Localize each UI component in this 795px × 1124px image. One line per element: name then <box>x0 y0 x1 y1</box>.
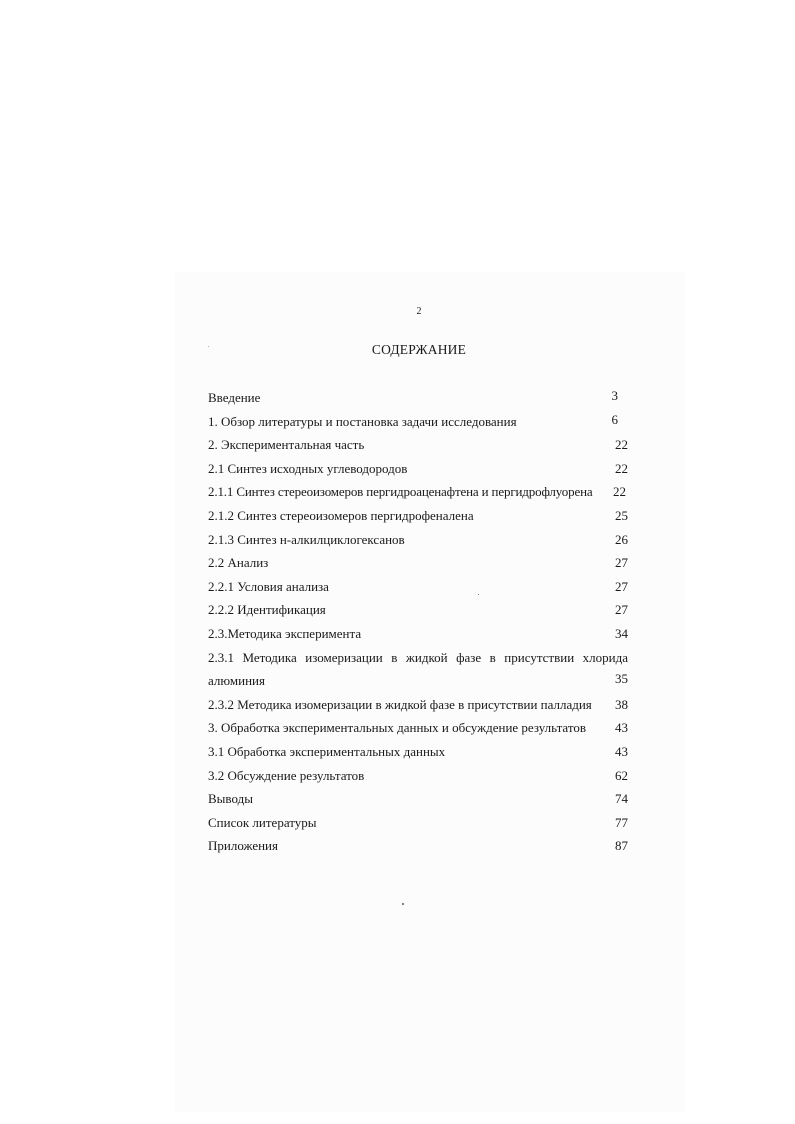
toc-entry-isomerization-palladium[interactable] <box>208 695 628 719</box>
toc-entry-synthesis-phenalene[interactable] <box>208 506 628 530</box>
toc-entry-label: 2.2.1 Условия анализа <box>208 578 329 594</box>
toc-entry-introduction[interactable] <box>208 388 628 412</box>
toc-entry-label: 2.1.2 Синтез стереоизомеров пергидрофеналена <box>208 507 474 523</box>
toc-entry-label: 3.2 Обсуждение результатов <box>208 767 365 783</box>
toc-entry-page: 3 <box>611 388 618 403</box>
toc-entry-label: 3. Обработка экспериментальных данных и обсуждение результатов <box>208 720 586 736</box>
toc-entry-synthesis-alkylcyclohexanes[interactable] <box>208 530 628 554</box>
scan-speck <box>478 594 479 595</box>
toc-entry-page: 22 <box>613 484 626 500</box>
page-title: СОДЕРЖАНИЕ <box>371 342 467 357</box>
toc-entry-appendices[interactable] <box>208 836 628 860</box>
page-number: 2 <box>416 306 422 317</box>
toc-entry-label: 2. Экспериментальная часть <box>208 437 365 453</box>
toc-entry-label: 2.1 Синтез исходных углеводородов <box>208 460 408 476</box>
toc-entry-page: 26 <box>615 531 628 547</box>
toc-entry-discussion[interactable] <box>208 766 628 790</box>
toc-entry-page: 38 <box>615 696 628 712</box>
toc-entry-identification[interactable] <box>208 600 628 624</box>
toc-entry-conclusions[interactable] <box>208 789 628 813</box>
toc-entry-references[interactable] <box>208 813 628 837</box>
toc-entry-page: 27 <box>615 555 628 571</box>
toc-entry-experimental-part[interactable] <box>208 435 628 459</box>
toc-entry-page: 6 <box>611 411 618 427</box>
toc-entry-page: 22 <box>615 437 628 453</box>
toc-entry-page: 43 <box>615 720 628 736</box>
toc-entry-label: 2.1.1 Синтез стереоизомеров пергидроаценафтена и пергидрофлуорена <box>208 484 593 500</box>
toc-entry-synthesis[interactable] <box>208 459 628 483</box>
toc-entry-analysis-conditions[interactable] <box>208 577 628 601</box>
toc-entry-page: 87 <box>615 838 628 854</box>
toc-entry-data-processing[interactable] <box>208 742 628 766</box>
toc-entry-isomerization-aluminium[interactable] <box>208 648 628 695</box>
toc-entry-label: Список литературы <box>208 814 317 830</box>
scan-speck <box>208 346 209 347</box>
toc-entry-label: Выводы <box>208 791 253 807</box>
toc-entry-page: 74 <box>615 791 628 807</box>
toc-entry-page: 34 <box>615 625 628 641</box>
toc-entry-page: 77 <box>615 814 628 830</box>
toc-entry-page: 22 <box>615 460 628 476</box>
toc-entry-page: 27 <box>615 602 628 618</box>
toc-entry-page: 43 <box>615 743 628 759</box>
toc-entry-label: 3.1 Обработка экспериментальных данных <box>208 743 446 759</box>
toc-entry-label: 2.1.3 Синтез н-алкилциклогексанов <box>208 531 405 547</box>
toc-entry-page: 35 <box>615 671 628 687</box>
toc-entry-analysis[interactable] <box>208 553 628 577</box>
toc-entry-synthesis-acenaphthene[interactable] <box>208 482 628 506</box>
toc-entry-label: Введение <box>208 390 261 405</box>
scan-speck <box>402 903 404 905</box>
toc-entry-page: 62 <box>615 767 628 783</box>
toc-entry-label: 2.3.2 Методика изомеризации в жидкой фазе в присутствии палладия <box>208 696 592 712</box>
table-of-contents <box>208 388 628 860</box>
toc-entry-methodology[interactable] <box>208 624 628 648</box>
toc-entry-page: 27 <box>615 578 628 594</box>
toc-entry-label: 2.3.1 Методика изомеризации в жидкой фазе в присутствии хлорида алюминия <box>208 649 628 689</box>
toc-entry-data-processing-discussion[interactable] <box>208 718 628 742</box>
toc-entry-label: 2.2 Анализ <box>208 555 269 571</box>
toc-entry-label: 1. Обзор литературы и постановка задачи исследования <box>208 413 517 429</box>
toc-entry-literature-review[interactable] <box>208 412 628 436</box>
toc-entry-label: 2.2.2 Идентификация <box>208 602 326 618</box>
toc-entry-page: 25 <box>615 507 628 523</box>
toc-entry-label: Приложения <box>208 838 278 854</box>
toc-entry-label: 2.3.Методика эксперимента <box>208 625 362 641</box>
